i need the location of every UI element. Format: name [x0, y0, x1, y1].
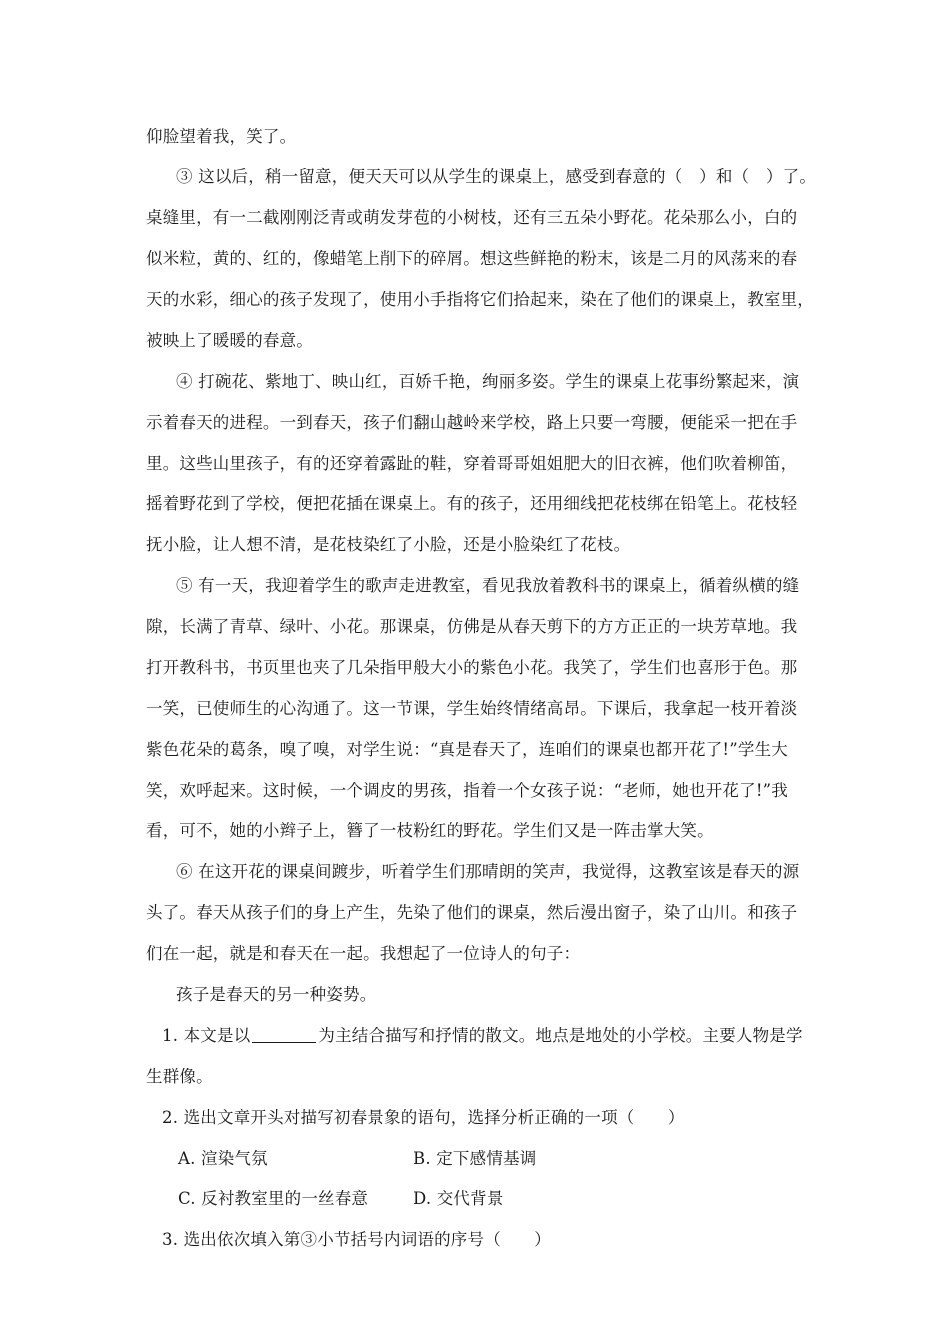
passage-line: 们在一起，就是和春天在一起。我想起了一位诗人的句子：	[146, 944, 581, 963]
passage-line: 似米粒，黄的、红的，像蜡笔上削下的碎屑。想这些鲜艳的粉末，该是二月的风荡来的春	[146, 249, 798, 268]
question-1-prefix: 1. 本文是以	[162, 1026, 251, 1045]
paragraph-6-start: ⑥ 在这开花的课桌间踱步，听着学生们那晴朗的笑声，我觉得，这教室该是春天的源	[176, 862, 800, 881]
poem-quote: 孩子是春天的另一种姿势。	[176, 985, 377, 1004]
passage-line: 打开教科书，书页里也夹了几朵指甲般大小的紫色小花。我笑了，学生们也喜形于色。那	[146, 658, 798, 677]
paragraph-4-start: ④ 打碗花、紫地丁、映山红，百娇千艳，绚丽多姿。学生的课桌上花事纷繁起来，演	[176, 372, 800, 391]
answer-blank[interactable]	[252, 1026, 316, 1043]
passage-line: 一笑，已使师生的心沟通了。这一节课，学生始终情绪高昂。下课后，我拿起一枝开着淡	[146, 699, 798, 718]
passage-line: 示着春天的进程。一到春天，孩子们翻山越岭来学校，路上只要一弯腰，便能采一把在手	[146, 413, 798, 432]
passage-line: 被映上了暖暖的春意。	[146, 331, 313, 350]
passage-line: 隙，长满了青草、绿叶、小花。那课桌，仿佛是从春天剪下的方方正正的一块芳草地。我	[146, 617, 798, 636]
question-1-suffix: 为主结合描写和抒情的散文。地点是地处的小学校。主要人物是学	[318, 1026, 803, 1045]
passage-line: 仰脸望着我，笑了。	[146, 127, 297, 146]
paragraph-3-start: ③ 这以后，稍一留意，便天天可以从学生的课桌上，感受到春意的（ ）和（ ）了。	[176, 167, 817, 186]
passage-line: 笑，欢呼起来。这时候，一个调皮的男孩，指着一个女孩子说：“老师，她也开花了!”我	[146, 781, 789, 800]
option-d: D. 交代背景	[413, 1189, 504, 1208]
passage-line: 抚小脸，让人想不清，是花枝染红了小脸，还是小脸染红了花枝。	[146, 535, 631, 554]
question-2: 2. 选出文章开头对描写初春景象的语句，选择分析正确的一项（ ）	[162, 1108, 685, 1127]
passage-line: 桌缝里，有一二截刚刚泛青或萌发芽苞的小树枝，还有三五朵小野花。花朵那么小，白的	[146, 208, 798, 227]
passage-line: 头了。春天从孩子们的身上产生，先染了他们的课桌，然后漫出窗子，染了山川。和孩子	[146, 903, 798, 922]
passage-line: 紫色花朵的葛条，嗅了嗅，对学生说：“真是春天了，连咱们的课桌也都开花了!”学生大	[146, 740, 789, 759]
paragraph-5-start: ⑤ 有一天，我迎着学生的歌声走进教室，看见我放着教科书的课桌上，循着纵横的缝	[176, 576, 800, 595]
passage-line: 摇着野花到了学校，便把花插在课桌上。有的孩子，还用细线把花枝绑在铅笔上。花枝轻	[146, 494, 798, 513]
passage-line: 天的水彩，细心的孩子发现了，使用小手指将它们拾起来，染在了他们的课桌上，教室里，	[146, 290, 814, 309]
question-1-continued: 生群像。	[146, 1067, 213, 1086]
passage-line: 看，可不，她的小辫子上，簪了一枝粉红的野花。学生们又是一阵击掌大笑。	[146, 821, 714, 840]
question-1	[162, 1024, 803, 1048]
question-3: 3. 选出依次填入第③小节括号内词语的序号（ ）	[162, 1230, 551, 1249]
option-b: B. 定下感情基调	[413, 1149, 537, 1168]
option-c: C. 反衬教室里的一丝春意	[178, 1189, 369, 1208]
option-a: A. 渲染气氛	[178, 1149, 268, 1168]
passage-line: 里。这些山里孩子，有的还穿着露趾的鞋，穿着哥哥姐姐肥大的旧衣裤，他们吹着柳笛，	[146, 454, 798, 473]
